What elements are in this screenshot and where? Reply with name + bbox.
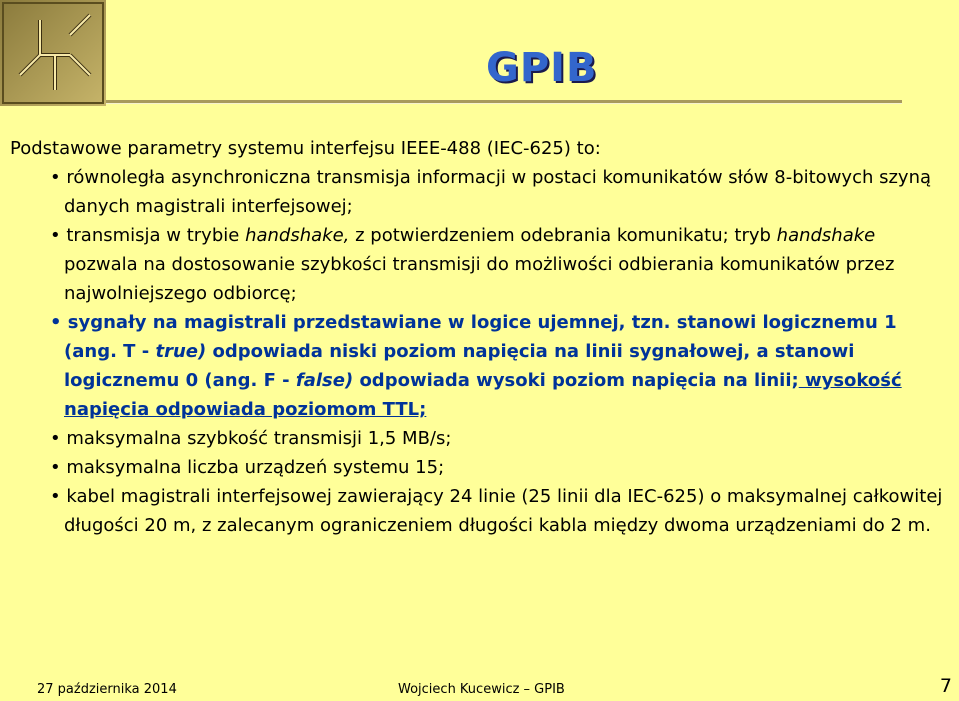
footer-date: 27 października 2014 <box>37 682 177 697</box>
list-item-5: • maksymalna liczba urządzeń systemu 15; <box>50 457 445 478</box>
decorative-circuit-logo <box>0 0 106 106</box>
intro-text: Podstawowe parametry systemu interfejsu IEEE-488 (IEC-625) to: <box>10 138 601 159</box>
title-divider <box>106 100 902 104</box>
list-item-1: • równoległa asynchroniczna transmisja informacji w postaci komunikatów słów 8-bitowych szyną danych magistrali interfejsowej; <box>50 167 932 217</box>
list-item-2: • transmisja w trybie handshake, z potwierdzeniem odebrania komunikatu; tryb handshake pozwala na dostosowanie szybkości transmisji do możliwości odbierania komunikatów przez najwolniejszego odbiorcę; <box>50 225 895 304</box>
footer-author: Wojciech Kucewicz – GPIB <box>398 682 565 697</box>
list-item-6: • kabel magistrali interfejsowej zawierający 24 linie (25 linii dla IEC-625) o maksymalnej całkowitej długości 20 m, z zalecanym ograniczeniem długości kabla między dwoma urządzeniami do 2 m. <box>50 486 943 536</box>
slide-content <box>10 134 945 540</box>
page-number: 7 <box>939 675 952 697</box>
slide-title: GPIB <box>486 45 598 91</box>
list-item-3: • sygnały na magistrali przedstawiane w logice ujemnej, tzn. stanowi logicznemu 1 (ang. T - true) odpowiada niski poziom napięcia na linii sygnałowej, a stanowi logicznemu 0 (ang. F - false) odpowiada wysoki poziom napięcia na linii; wysokość napięcia odpowiada poziomom TTL; <box>50 312 902 420</box>
list-item-4: • maksymalna szybkość transmisji 1,5 MB/s; <box>50 428 452 449</box>
